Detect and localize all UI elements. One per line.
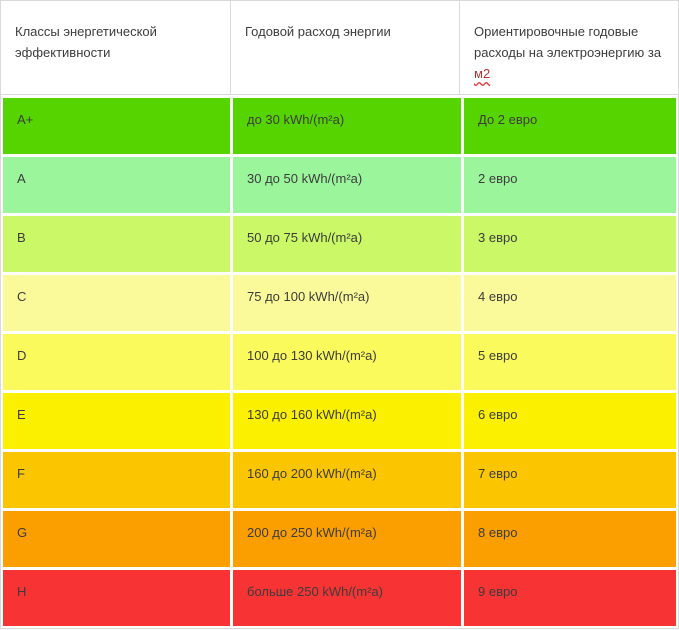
class-label-cell: G (3, 511, 230, 567)
class-label-cell: D (3, 334, 230, 390)
consumption-cell: 75 до 100 kWh/(m²a) (233, 275, 461, 331)
header-cell-classes: Классы энергетической эффективности (15, 24, 157, 60)
class-label-cell: H (3, 570, 230, 626)
cost-cell: 6 евро (464, 393, 676, 449)
class-label-cell: F (3, 452, 230, 508)
cost-cell: 4 евро (464, 275, 676, 331)
consumption-cell: 100 до 130 kWh/(m²a) (233, 334, 461, 390)
header-cell-consumption: Годовой расход энергии (230, 1, 459, 94)
table-header-row (1, 1, 678, 95)
cost-cell: 7 евро (464, 452, 676, 508)
consumption-cell: 160 до 200 kWh/(m²a) (233, 452, 461, 508)
consumption-cell: 130 до 160 kWh/(m²a) (233, 393, 461, 449)
cost-cell: До 2 евро (464, 98, 676, 154)
class-label-cell: E (3, 393, 230, 449)
cost-cell: 2 евро (464, 157, 676, 213)
m2-misspelling-mark: м2 (474, 66, 491, 81)
cost-cell: 3 евро (464, 216, 676, 272)
class-label-cell: C (3, 275, 230, 331)
class-label-cell: A+ (3, 98, 230, 154)
cost-cell: 9 евро (464, 570, 676, 626)
table-body (1, 95, 678, 630)
consumption-cell: 30 до 50 kWh/(m²a) (233, 157, 461, 213)
consumption-cell: 200 до 250 kWh/(m²a) (233, 511, 461, 567)
cost-cell: 5 евро (464, 334, 676, 390)
header-costs-text: Ориентировочные годовые расходы на электроэнергию за (474, 24, 662, 60)
class-label-cell: B (3, 216, 230, 272)
consumption-cell: до 30 kWh/(m²a) (233, 98, 461, 154)
cost-cell: 8 евро (464, 511, 676, 567)
class-label-cell: A (3, 157, 230, 213)
consumption-cell: больше 250 kWh/(m²a) (233, 570, 461, 626)
consumption-cell: 50 до 75 kWh/(m²a) (233, 216, 461, 272)
header-cell-costs (459, 1, 678, 94)
